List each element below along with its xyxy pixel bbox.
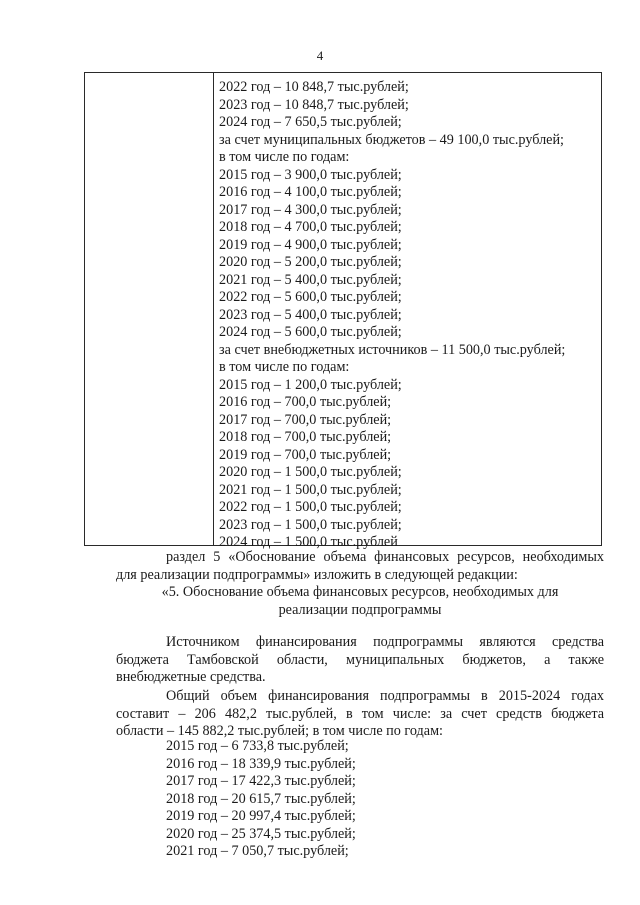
table-line: 2021 год – 5 400,0 тыс.рублей; (219, 271, 402, 288)
table-line: 2015 год – 1 200,0 тыс.рублей; (219, 376, 402, 393)
table-line: за счет муниципальных бюджетов – 49 100,0 тыс.рублей; (219, 131, 565, 148)
years-list (166, 738, 356, 861)
year-amount-line: 2016 год – 18 339,9 тыс.рублей; (166, 755, 356, 772)
table-line: 2023 год – 1 500,0 тыс.рублей; (219, 516, 402, 533)
sources-line-1: Источником финансирования подпрограммы являются средства (166, 634, 604, 650)
section-heading-line-2: реализации подпрограммы (278, 601, 442, 618)
section-intro-line-2: для реализации подпрограммы» изложить в следующей редакции: (116, 566, 518, 583)
table-line: 2019 год – 700,0 тыс.рублей; (219, 446, 392, 463)
table-line: 2017 год – 4 300,0 тыс.рублей; (219, 201, 402, 218)
year-amount-line: 2019 год – 20 997,4 тыс.рублей; (166, 808, 356, 824)
table-line: 2024 год – 5 600,0 тыс.рублей; (219, 324, 402, 340)
total-line-3: области – 145 882,2 тыс.рублей; в том числе по годам: (116, 723, 443, 739)
total-line-2: составит – 206 482,2 тыс.рублей, в том числе: за счет средств бюджета (116, 705, 604, 722)
table-line: 2016 год – 4 100,0 тыс.рублей; (219, 184, 402, 200)
table-line: 2024 год – 7 650,5 тыс.рублей; (219, 114, 402, 130)
section-heading (116, 584, 604, 619)
table-line: 2020 год – 1 500,0 тыс.рублей; (219, 464, 402, 480)
table-line: 2021 год – 1 500,0 тыс.рублей; (219, 481, 402, 498)
page-number: 4 (316, 48, 324, 63)
sources-line-3: внебюджетные средства. (116, 669, 266, 685)
year-amount-line: 2015 год – 6 733,8 тыс.рублей; (166, 738, 349, 754)
table-line: 2015 год – 3 900,0 тыс.рублей; (219, 166, 402, 183)
table-line: 2024 год – 1 500,0 тыс.рублей (219, 534, 398, 550)
table-right-column (214, 73, 601, 550)
year-amount-line: 2017 год – 17 422,3 тыс.рублей; (166, 773, 356, 789)
table-line: 2022 год – 10 848,7 тыс.рублей; (219, 79, 409, 95)
section-intro-paragraph (116, 549, 604, 584)
table-line: за счет внебюджетных источников – 11 500,0 тыс.рублей; (219, 341, 566, 358)
table-line: 2016 год – 700,0 тыс.рублей; (219, 394, 392, 410)
funding-table (84, 72, 602, 550)
table-line: 2023 год – 10 848,7 тыс.рублей; (219, 96, 409, 113)
section-heading-line-1: «5. Обоснование объема финансовых ресурсов, необходимых для (161, 584, 559, 600)
table-line: 2018 год – 700,0 тыс.рублей; (219, 429, 392, 445)
total-paragraph (116, 688, 604, 741)
total-line-1: Общий объем финансирования подпрограммы в 2015-2024 годах (166, 688, 604, 704)
table-line: 2017 год – 700,0 тыс.рублей; (219, 411, 392, 428)
section-intro-line-1: раздел 5 «Обоснование объема финансовых ресурсов, необходимых (166, 549, 604, 565)
year-amount-line: 2018 год – 20 615,7 тыс.рублей; (166, 790, 356, 807)
table-line: 2019 год – 4 900,0 тыс.рублей; (219, 236, 402, 253)
sources-line-2: бюджета Тамбовской области, муниципальных бюджетов, а также (116, 651, 604, 668)
table-line: 2018 год – 4 700,0 тыс.рублей; (219, 219, 402, 235)
table-left-column (85, 73, 214, 545)
table-line: 2022 год – 1 500,0 тыс.рублей; (219, 499, 402, 515)
table-line: в том числе по годам: (219, 359, 350, 375)
table-line: 2023 год – 5 400,0 тыс.рублей; (219, 306, 402, 323)
sources-paragraph (116, 634, 604, 687)
year-amount-line: 2021 год – 7 050,7 тыс.рублей; (166, 843, 349, 859)
table-line: 2022 год – 5 600,0 тыс.рублей; (219, 289, 402, 305)
year-amount-line: 2020 год – 25 374,5 тыс.рублей; (166, 825, 356, 842)
table-line: 2020 год – 5 200,0 тыс.рублей; (219, 254, 402, 270)
table-line: в том числе по годам: (219, 149, 350, 165)
